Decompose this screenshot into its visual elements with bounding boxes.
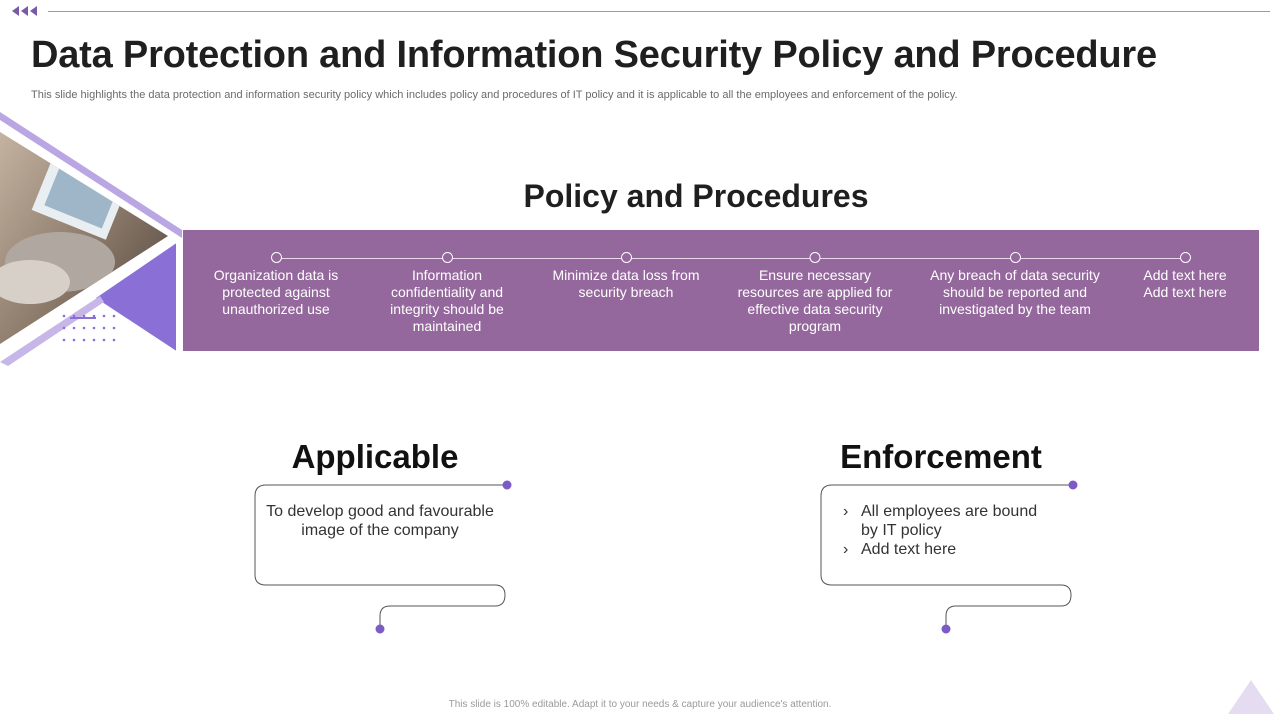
list-item-text: All employees are bound by IT policy	[861, 503, 1038, 539]
policy-step	[1135, 252, 1235, 301]
list-item-text: Add text here	[861, 541, 957, 558]
header-rule	[48, 11, 1270, 12]
policy-band	[183, 230, 1259, 351]
policy-step-text: Organization data is protected against unauthorized use	[213, 267, 339, 317]
chevron-right-icon: ›	[843, 541, 849, 558]
timeline-dot	[271, 252, 282, 263]
timeline-dot	[1010, 252, 1021, 263]
enforcement-list	[843, 502, 1053, 559]
triangle-decoration-icon	[1228, 680, 1274, 714]
applicable-title: Applicable	[291, 438, 459, 475]
timeline-dot	[621, 252, 632, 263]
laptop-photo-decoration	[0, 112, 182, 372]
list-item	[843, 540, 1053, 559]
timeline-dot	[810, 252, 821, 263]
policy-step-text: Minimize data loss from security breach	[552, 267, 700, 300]
timeline-dot	[1180, 252, 1191, 263]
page-subtitle: This slide highlights the data protection and information security policy which includes policy and procedures of IT policy and it is applicable to all the employees and enforcement of the policy.	[31, 89, 958, 101]
policy-step-text: Information confidentiality and integrity should be maintained	[390, 267, 504, 334]
chevron-right-icon: ›	[843, 503, 849, 520]
policy-step-text: Any breach of data security should be reported and investigated by the team	[930, 267, 1100, 317]
policy-step	[733, 252, 898, 335]
policy-step	[546, 252, 706, 301]
timeline-dot	[442, 252, 453, 263]
enforcement-title: Enforcement	[840, 438, 1042, 475]
back-arrows-icon	[12, 5, 40, 17]
footer-note: This slide is 100% editable. Adapt it to your needs & capture your audience's attention.	[448, 699, 832, 710]
policy-step	[191, 252, 361, 318]
policy-step-text: Ensure necessary resources are applied for effective data security program	[737, 267, 893, 334]
policy-step	[382, 252, 512, 335]
policy-section-title: Policy and Procedures	[523, 178, 869, 214]
policy-step-text: Add text here Add text here	[1143, 267, 1227, 300]
policy-step	[925, 252, 1105, 318]
list-item	[843, 502, 1053, 540]
applicable-text: To develop good and favourable image of the company	[266, 503, 494, 539]
page-title: Data Protection and Information Security Policy and Procedure	[31, 34, 1157, 76]
